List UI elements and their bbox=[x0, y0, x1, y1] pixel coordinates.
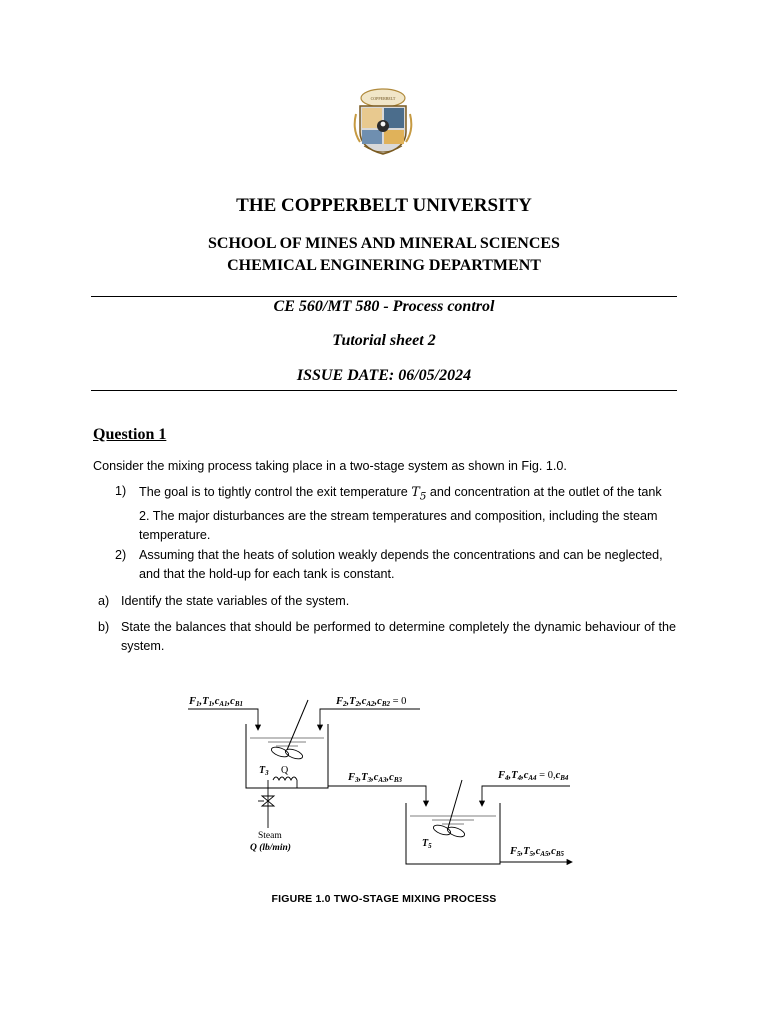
svg-text:COPPERBELT: COPPERBELT bbox=[370, 96, 396, 101]
school-department-block bbox=[0, 233, 768, 277]
heat-label: Q bbox=[281, 765, 289, 776]
list-item bbox=[115, 482, 675, 542]
list-item-text-end: and concentration at the outlet of the tank 2. The major disturbances are the stream temperatures and composition, including the steam temperature. bbox=[139, 485, 662, 542]
question-title: Question 1 bbox=[93, 426, 167, 443]
math-symbol: T bbox=[411, 484, 420, 499]
list-item-number: 1) bbox=[115, 484, 127, 498]
header-rule-top bbox=[91, 296, 677, 297]
stream1-arrow bbox=[188, 709, 258, 730]
list-item-text: Assuming that the heats of solution weakly depends the concentrations and can be neglected, and that the hold-up for each tank is constant. bbox=[139, 548, 663, 581]
list-item-letter: b) bbox=[98, 620, 110, 634]
tank1-temp-label: $T_3$ bbox=[259, 765, 269, 777]
stream3-label bbox=[347, 772, 402, 784]
department-name: CHEMICAL ENGINERING DEPARTMENT bbox=[227, 257, 541, 274]
university-name: THE COPPERBELT UNIVERSITY bbox=[236, 195, 532, 216]
stream5-label bbox=[509, 846, 564, 858]
stream1-label bbox=[188, 696, 243, 708]
stream4-arrow bbox=[482, 786, 570, 806]
list-item bbox=[115, 546, 675, 586]
svg-text:F2,T2,cA2,cB2 = 0: F2,T2,cA2,cB2 = 0 bbox=[336, 696, 407, 708]
figure-caption: FIGURE 1.0 TWO-STAGE MIXING PROCESS bbox=[271, 893, 497, 905]
list-item-letter: a) bbox=[98, 594, 110, 608]
school-name: SCHOOL OF MINES AND MINERAL SCIENCES bbox=[208, 235, 560, 252]
steam-rate-label: Q (lb/min) bbox=[250, 843, 291, 853]
steam-label: Steam bbox=[258, 831, 282, 841]
stream2-label bbox=[335, 696, 406, 708]
list-item-text-start: The goal is to tightly control the exit temperature bbox=[139, 485, 412, 499]
tank2-agitator bbox=[432, 780, 466, 839]
svg-text:F4,T4,cA4 = 0,cB4: F4,T4,cA4 = 0,cB4 bbox=[498, 770, 569, 782]
header-rule-bottom bbox=[91, 390, 677, 391]
issue-date: ISSUE DATE: 06/05/2024 bbox=[296, 367, 472, 384]
tank1-agitator bbox=[270, 700, 308, 761]
course-title: CE 560/MT 580 - Process control bbox=[273, 298, 495, 315]
steam-coil bbox=[273, 777, 297, 780]
math-variable bbox=[411, 484, 427, 503]
svg-text:F5,T5,cA5,cB5: F5,T5,cA5,cB5 bbox=[510, 846, 564, 858]
list-item bbox=[98, 592, 676, 612]
list-item-number: 2) bbox=[115, 548, 127, 562]
list-item-text bbox=[139, 482, 675, 545]
svg-text:F1,T1,cA1,cB1: F1,T1,cA1,cB1 bbox=[189, 696, 243, 708]
two-stage-mixing-diagram bbox=[180, 688, 600, 868]
math-subscript: 5 bbox=[419, 490, 427, 503]
svg-text:F3,T3,cA3,cB3: F3,T3,cA3,cB3 bbox=[348, 772, 402, 784]
list-item-text: Identify the state variables of the system. bbox=[121, 594, 350, 608]
stream4-label bbox=[497, 770, 569, 782]
stream2-arrow bbox=[320, 709, 420, 730]
university-crest-logo bbox=[350, 86, 416, 158]
list-item-text: State the balances that should be performed to determine completely the dynamic behaviour of the system. bbox=[121, 620, 676, 653]
question-intro: Consider the mixing process taking place in a two-stage system as shown in Fig. 1.0. bbox=[93, 459, 567, 473]
list-item bbox=[98, 618, 676, 658]
tutorial-title: Tutorial sheet 2 bbox=[332, 332, 436, 349]
stream3-arrow bbox=[328, 786, 426, 806]
tank2-temp-label: $T_5$ bbox=[422, 838, 432, 850]
